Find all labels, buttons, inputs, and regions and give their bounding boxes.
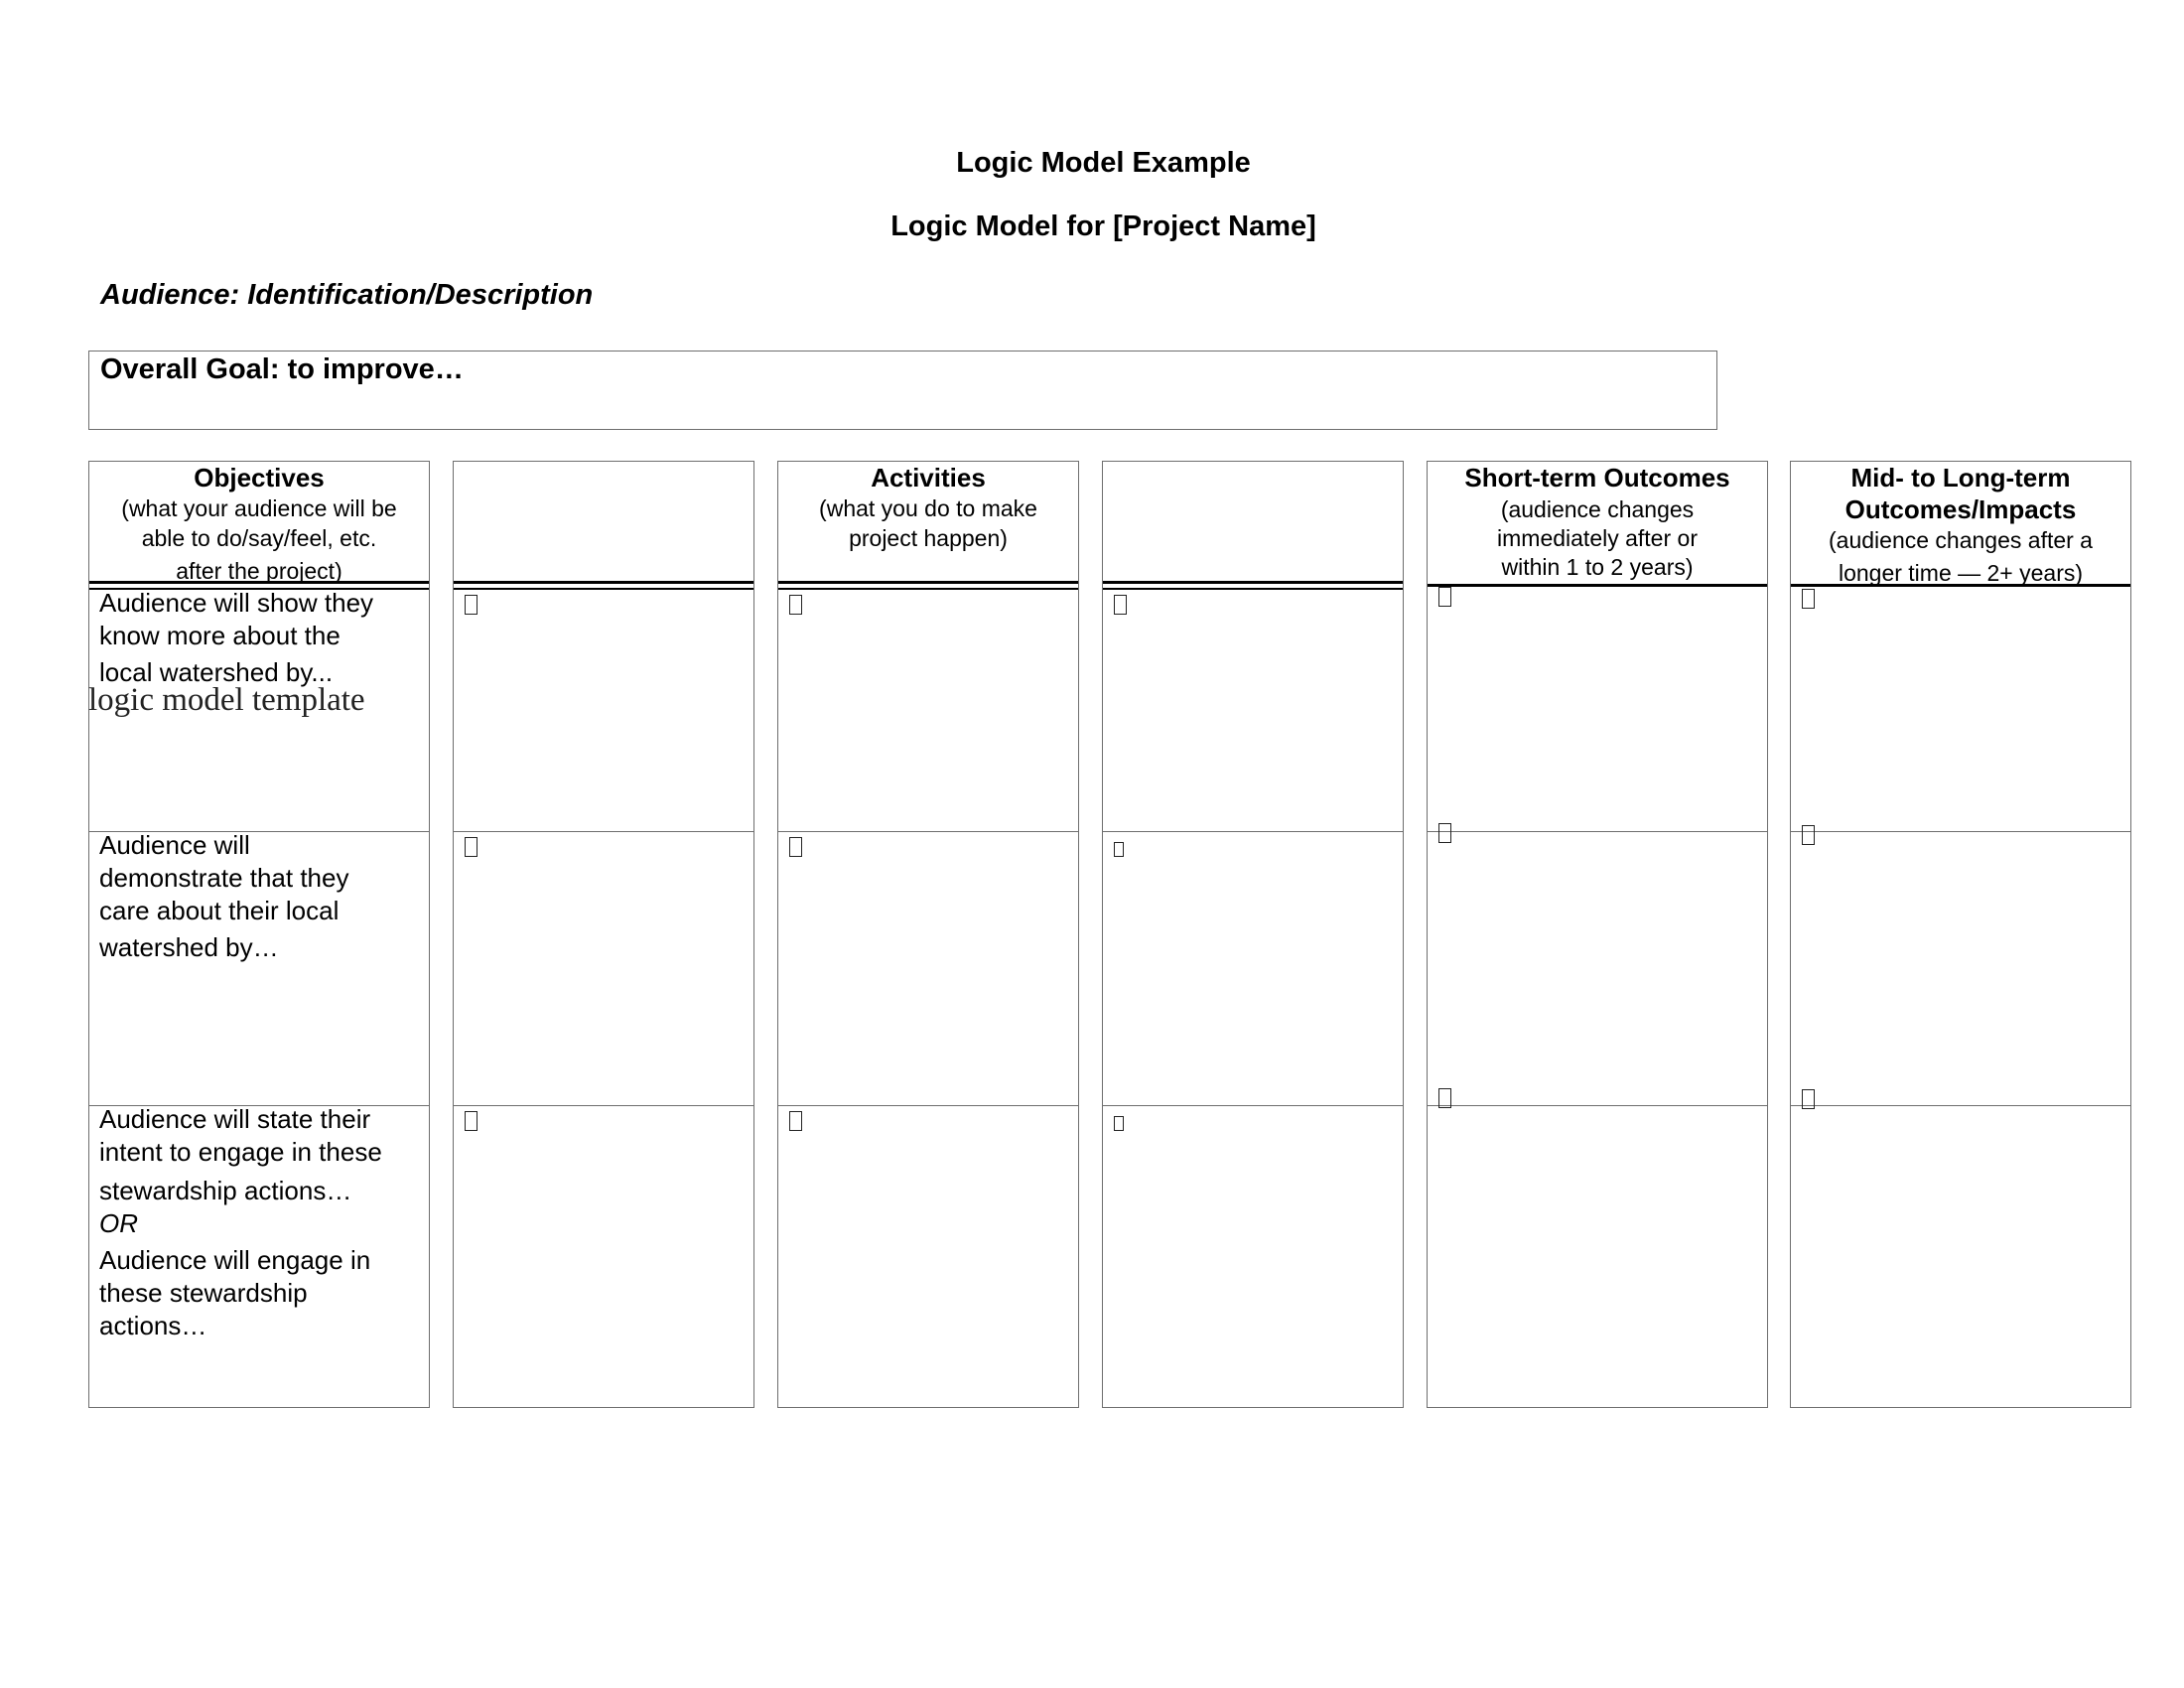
placeholder-box-icon	[1438, 1088, 1451, 1108]
objectives-title: Objectives	[194, 463, 325, 492]
objectives-header	[89, 462, 429, 586]
objectives-subtitle-line: (what your audience will be	[121, 495, 397, 521]
objective-line: care about their local	[99, 896, 340, 925]
row-divider	[1428, 831, 1767, 832]
short-term-outcomes-title: Short-term Outcomes	[1464, 463, 1730, 492]
row-divider	[454, 831, 753, 832]
objective-line: Audience will	[99, 830, 250, 860]
objective-line: local watershed by...	[99, 657, 334, 687]
long-term-subtitle-line: longer time — 2+ years)	[1838, 560, 2084, 586]
activities-header	[778, 462, 1078, 553]
placeholder-box-icon	[1438, 823, 1451, 843]
header-divider	[1103, 588, 1403, 590]
objective-line: intent to engage in these	[99, 1137, 382, 1167]
header-divider	[454, 581, 753, 584]
overall-goal-label: Overall Goal: to improve…	[100, 353, 464, 385]
header-divider	[778, 588, 1078, 590]
long-term-outcomes-column	[1790, 461, 2131, 1408]
activities-column	[777, 461, 1079, 1408]
short-term-subtitle-line: within 1 to 2 years)	[1501, 554, 1694, 580]
header-divider	[778, 581, 1078, 584]
header-divider	[1428, 584, 1767, 587]
objective-line: know more about the	[99, 621, 341, 650]
placeholder-box-icon	[1114, 1116, 1124, 1131]
activities-subtitle-line: (what you do to make	[819, 495, 1037, 521]
objective-line: demonstrate that they	[99, 863, 349, 893]
page-subtitle: Logic Model for [Project Name]	[890, 211, 1316, 242]
placeholder-box-icon	[1114, 842, 1124, 857]
placeholder-box-icon	[1114, 595, 1127, 615]
objective-line: stewardship actions…	[99, 1176, 352, 1205]
blank-column-2	[1102, 461, 1404, 1408]
watermark-text: logic model template	[88, 682, 365, 718]
long-term-title-line: Mid- to Long-term	[1850, 463, 2071, 492]
row-divider	[778, 831, 1078, 832]
row-divider	[1103, 1105, 1403, 1106]
objective-line: Audience will engage in	[99, 1245, 371, 1275]
placeholder-box-icon	[465, 1111, 478, 1131]
objective-line: actions…	[99, 1311, 207, 1340]
audience-heading: Audience: Identification/Description	[100, 279, 594, 311]
row-divider	[1428, 1105, 1767, 1106]
row-divider	[454, 1105, 753, 1106]
page-title: Logic Model Example	[956, 147, 1251, 179]
objective-cell-1[interactable]	[99, 587, 423, 689]
row-divider	[1791, 831, 2130, 832]
short-term-subtitle-line: immediately after or	[1497, 525, 1698, 551]
short-term-subtitle-line: (audience changes	[1500, 496, 1695, 522]
objective-cell-3[interactable]	[99, 1103, 423, 1342]
placeholder-box-icon	[1438, 587, 1451, 607]
objectives-subtitle-line: after the project)	[176, 558, 342, 584]
activities-title: Activities	[871, 463, 986, 492]
objectives-subtitle-line: able to do/say/feel, etc.	[141, 525, 377, 551]
objective-line: these stewardship	[99, 1278, 308, 1308]
placeholder-box-icon	[465, 595, 478, 615]
blank-column-1	[453, 461, 754, 1408]
row-divider	[1103, 831, 1403, 832]
placeholder-box-icon	[1802, 825, 1815, 845]
objectives-column	[88, 461, 430, 1408]
objective-line: Audience will state their	[99, 1104, 371, 1134]
objective-or: OR	[99, 1208, 138, 1238]
row-divider	[1791, 1105, 2130, 1106]
row-divider	[778, 1105, 1078, 1106]
objective-cell-2[interactable]	[99, 829, 423, 964]
short-term-outcomes-header	[1428, 462, 1767, 582]
long-term-outcomes-header	[1791, 462, 2130, 588]
long-term-subtitle-line: (audience changes after a	[1829, 527, 2093, 553]
placeholder-box-icon	[789, 595, 802, 615]
header-divider	[454, 588, 753, 590]
header-divider	[89, 581, 429, 584]
overall-goal-box[interactable]	[88, 351, 1717, 430]
placeholder-box-icon	[789, 1111, 802, 1131]
header-divider	[1103, 581, 1403, 584]
objective-line: watershed by…	[99, 932, 279, 962]
placeholder-box-icon	[1802, 589, 1815, 609]
activities-subtitle-line: project happen)	[849, 525, 1008, 551]
placeholder-box-icon	[1802, 1089, 1815, 1109]
objective-line: Audience will show they	[99, 588, 374, 618]
long-term-title-line: Outcomes/Impacts	[1844, 494, 2077, 524]
header-divider	[1791, 584, 2130, 587]
placeholder-box-icon	[465, 837, 478, 857]
placeholder-box-icon	[789, 837, 802, 857]
short-term-outcomes-column	[1427, 461, 1768, 1408]
